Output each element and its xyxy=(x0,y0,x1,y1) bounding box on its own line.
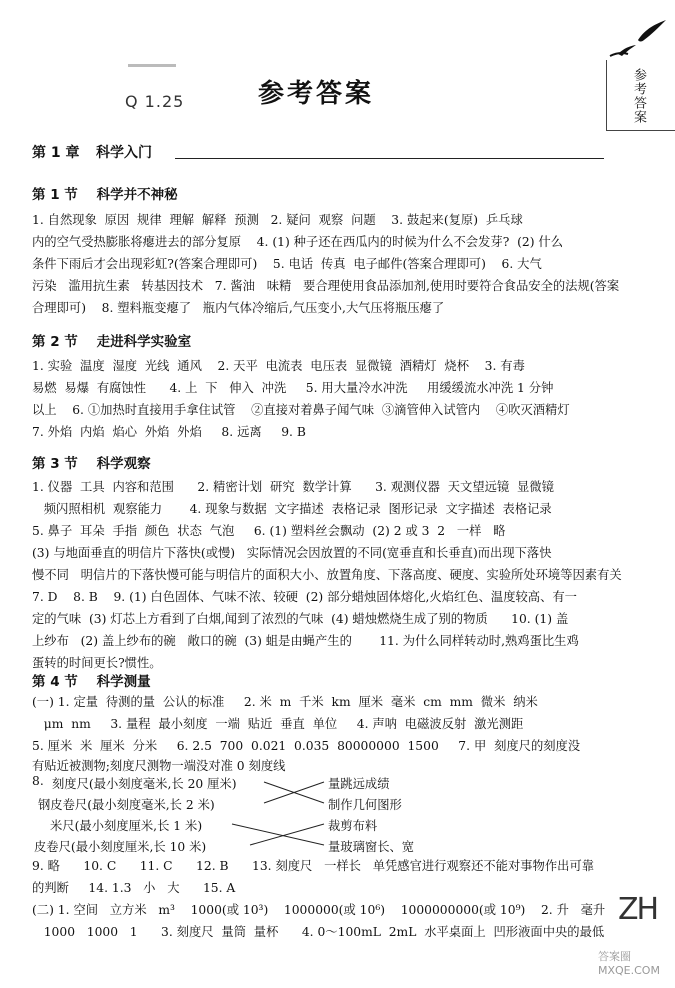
side-tab xyxy=(606,60,675,131)
matching-right-item: 制作几何图形 xyxy=(328,798,402,812)
answer-line: 污染 滥用抗生素 转基因技术 7. 酱油 味精 要合理使用食品添加剂,使用时要符合食品安全的法规(答案 xyxy=(32,279,620,293)
answer-line: 7. D 8. B 9. (1) 白色固体、气味不浓、较硬 (2) 部分蜡烛固体熔化,火焰红色、温度较高、有一 xyxy=(32,590,577,604)
matching-right-item: 量玻璃窗长、宽 xyxy=(328,840,415,854)
matching-diagram xyxy=(32,772,452,856)
section-heading: 第 4 节 科学测量 xyxy=(32,674,151,690)
answer-line: 7. 外焰 内焰 焰心 外焰 外焰 8. 远离 9. B xyxy=(32,425,306,439)
matching-left-item: 皮卷尺(最小刻度厘米,长 10 米) xyxy=(34,840,207,854)
chapter-title: 科学入门 xyxy=(96,145,152,161)
answer-line: 慢不同 明信片的下落快慢可能与明信片的面积大小、放置角度、下落高度、硬度、实验所处环境等因素有关 xyxy=(32,568,622,582)
answer-line: 频闪照相机 观察能力 4. 现象与数据 文字描述 表格记录 图形记录 文字描述 表格记录 xyxy=(32,502,552,516)
answer-line: (二) 1. 空间 立方米 m³ 1000(或 10³) 1000000(或 10⁶) 1000000000(或 10⁹) 2. 升 毫升 xyxy=(32,903,606,917)
matching-left-item: 钢皮卷尺(最小刻度毫米,长 2 米) xyxy=(38,798,215,812)
corner-mark: ZH xyxy=(618,892,658,927)
matching-label: 8. xyxy=(32,774,44,788)
answer-line: 1000 1000 1 3. 刻度尺 量筒 量杯 4. 0～100mL 2mL 水平桌面上 凹形液面中央的最低 xyxy=(32,925,605,939)
side-tab-label: 参考答案 xyxy=(631,68,646,124)
answer-line: 蛋转的时间更长?惯性。 xyxy=(32,656,162,670)
section-heading: 第 1 节 科学并不神秘 xyxy=(32,187,178,203)
pencil-smudge xyxy=(128,64,176,67)
matching-right-item: 量跳远成绩 xyxy=(328,777,390,791)
section-heading: 第 3 节 科学观察 xyxy=(32,456,151,472)
section-heading: 第 2 节 走进科学实验室 xyxy=(32,334,192,350)
chapter-heading xyxy=(32,142,604,162)
answer-line: 上纱布 (2) 盖上纱布的碗 敞口的碗 (3) 蛆是由蝇产生的 11. 为什么同样转动时,熟鸡蛋比生鸡 xyxy=(32,634,579,648)
matching-right-item: 裁剪布料 xyxy=(328,819,378,833)
chapter-rule xyxy=(175,158,604,159)
answer-line: 5. 鼻子 耳朵 手指 颜色 状态 气泡 6. (1) 塑料丝会飘动 (2) 2 或 3 2 一样 略 xyxy=(32,524,506,538)
answer-line: 的判断 14. 1.3 小 大 15. A xyxy=(32,881,236,895)
matching-lines xyxy=(32,772,452,856)
birds-icon xyxy=(608,18,668,60)
answer-line: (3) 与地面垂直的明信片下落快(或慢) 实际情况会因放置的不同(宽垂直和长垂直)而出现下落快 xyxy=(32,546,552,560)
answer-line: (一) 1. 定量 待测的量 公认的标准 2. 米 m 千米 km 厘米 毫米 cm mm 微米 纳米 xyxy=(32,695,538,709)
answer-line: 内的空气受热膨胀将瘪进去的部分复原 4. (1) 种子还在西瓜内的时候为什么不会发芽? (2) 什么 xyxy=(32,235,564,249)
answer-line: 合理即可) 8. 塑料瓶变瘪了 瓶内气体冷缩后,气压变小,大气压将瓶压瘪了 xyxy=(32,301,445,315)
answer-line: 9. 略 10. C 11. C 12. B 13. 刻度尺 一样长 单凭感官进行观察还不能对事物作出可靠 xyxy=(32,859,595,873)
watermark: 答案圈 MXQE.COM xyxy=(598,950,660,977)
answer-line: 定的气味 (3) 灯芯上方看到了白烟,闻到了浓烈的气味 (4) 蜡烛燃烧生成了别的物质 10. (1) 盖 xyxy=(32,612,569,626)
matching-left-item: 米尺(最小刻度厘米,长 1 米) xyxy=(50,819,203,833)
pencil-note: Q 1.25 xyxy=(125,92,185,111)
answer-line: μm nm 3. 量程 最小刻度 一端 贴近 垂直 单位 4. 声呐 电磁波反射 激光测距 xyxy=(32,717,524,731)
answer-line: 条件下雨后才会出现彩虹?(答案合理即可) 5. 电话 传真 电子邮件(答案合理即可) 6. 大气 xyxy=(32,257,542,271)
answer-line: 易燃 易爆 有腐蚀性 4. 上 下 伸入 冲洗 5. 用大量冷水冲洗 用缓缓流水冲洗 1 分钟 xyxy=(32,381,554,395)
chapter-label: 第 1 章 xyxy=(32,145,80,161)
page-title: 参考答案 xyxy=(258,79,375,109)
answer-line: 以上 6. ①加热时直接用手拿住试管 ②直接对着鼻子闻气味 ③滴管伸入试管内 ④吹灭酒精灯 xyxy=(32,403,570,417)
answer-line: 1. 自然现象 原因 规律 理解 解释 预测 2. 疑问 观察 问题 3. 鼓起来(复原) 乒乓球 xyxy=(32,213,523,227)
answer-line: 5. 厘米 米 厘米 分米 6. 2.5 700 0.021 0.035 80000000 1500 7. 甲 刻度尺的刻度没 xyxy=(32,739,581,753)
answer-line: 1. 仪器 工具 内容和范围 2. 精密计划 研究 数学计算 3. 观测仪器 天文望远镜 显微镜 xyxy=(32,480,554,494)
answer-line: 有贴近被测物;刻度尺测物一端没对准 0 刻度线 xyxy=(32,759,286,773)
answer-line: 1. 实验 温度 湿度 光线 通风 2. 天平 电流表 电压表 显微镜 酒精灯 烧杯 3. 有毒 xyxy=(32,359,525,373)
matching-left-item: 刻度尺(最小刻度毫米,长 20 厘米) xyxy=(52,777,237,791)
